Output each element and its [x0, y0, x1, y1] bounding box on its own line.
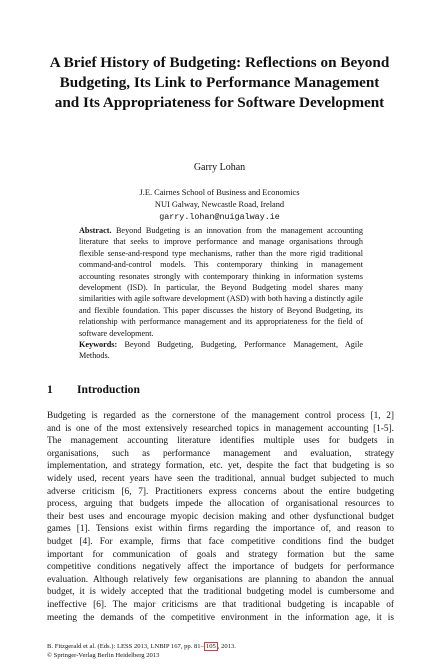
body-line: evaluation. Although relatively few organisations are planning to abandon the annual	[47, 574, 394, 585]
body-text	[47, 410, 394, 624]
body-line: and is one of the most extensively researched topics in management accounting [1-5].	[47, 423, 394, 434]
abstract-text: Beyond Budgeting is an innovation from the management accounting literature that seeks to improve performance and manage organisations through flexible sense-and-respond type mechanisms, rather than the more rigid traditional command-and-control models. This contemporary thinking in management accounting resonates strongly with contemporary thinking in information systems development (ISD). In particular, the Beyond Budgeting model shares many similarities with agile software development (ASD) with both having a distinctly agile and flexible foundation. This paper discusses the history of Beyond Budgeting, its relationship with performance management and its appropriateness for the field of software development.	[79, 226, 363, 338]
body-line: process, arguing that budgets impede the allocation of organisational resources to	[47, 499, 394, 510]
author-name: Garry Lohan	[193, 162, 246, 173]
citation-line	[47, 642, 407, 651]
abstract-label: Abstract.	[79, 226, 112, 235]
citation-prefix: B. Fitzgerald et al. (Eds.): LESS 2013, LNBIP 167, pp. 81–	[47, 643, 204, 650]
body-line: The management accounting literature identifies multiple uses for budgets in	[47, 436, 394, 447]
keywords-label: Keywords:	[79, 340, 118, 349]
page-end-link[interactable]: 105	[205, 643, 216, 650]
body-line: their best uses and encourage myopic decision making and other dysfunctional budget	[47, 511, 394, 522]
keywords	[79, 339, 363, 362]
title-line: and Its Appropriateness for Software Development	[54, 94, 385, 111]
abstract	[79, 225, 363, 339]
section-title: Introduction	[77, 383, 140, 396]
body-line: widely used, recent years have seen the traditional, annual budget subjected to much	[47, 473, 394, 484]
body-line: Budgeting is regarded as the cornerstone of the management control process [1, 2]	[47, 411, 394, 421]
section-number: 1	[47, 383, 53, 396]
body-line: budget, it is widely accepted that the traditional budgeting model is cumbersome and	[47, 587, 394, 598]
body-line: implementation, and strategy formation, etc. yet, despite the fact that budgeting is so	[47, 461, 394, 472]
body-line: important for communication of goals and strategy formation but the same	[47, 549, 394, 560]
body-line: organisations, such as performance management and evaluation, strategy	[47, 448, 394, 459]
body-line: competitive conditions negatively affect the importance of budgets for performance	[47, 562, 394, 573]
body-line: ineffective [6]. The major criticisms are that traditional budgeting is incapable of	[47, 599, 394, 610]
affiliation-line: J.E. Cairnes School of Business and Economics	[139, 188, 300, 197]
copyright-line: © Springer-Verlag Berlin Heidelberg 2013	[47, 652, 160, 659]
author-email: garry.lohan@nuigalway.ie	[159, 212, 280, 222]
title-line: A Brief History of Budgeting: Reflections on Beyond	[49, 54, 390, 71]
keywords-text: Beyond Budgeting, Budgeting, Performance Management, Agile Methods.	[79, 340, 364, 361]
paper-title	[40, 53, 399, 113]
body-line: meeting the demands of the competitive environment in the information age, it is	[47, 612, 394, 623]
body-line: games [1]. Tensions exist within firms regarding the importance of, and reason to	[47, 524, 394, 535]
affiliation-line: NUI Galway, Newcastle Road, Ireland	[154, 200, 285, 209]
title-line: Budgeting, Its Link to Performance Management	[59, 74, 380, 91]
citation-footer	[47, 642, 407, 660]
author-affiliation	[0, 187, 439, 223]
body-line: adverse criticism [6, 7]. Practitioners express concerns about the entire budgeting	[47, 486, 394, 497]
section-heading	[47, 383, 407, 396]
body-line: budget [4]. For example, firms that face competitive conditions find the budget	[47, 536, 394, 547]
citation-suffix: , 2013.	[217, 643, 236, 650]
